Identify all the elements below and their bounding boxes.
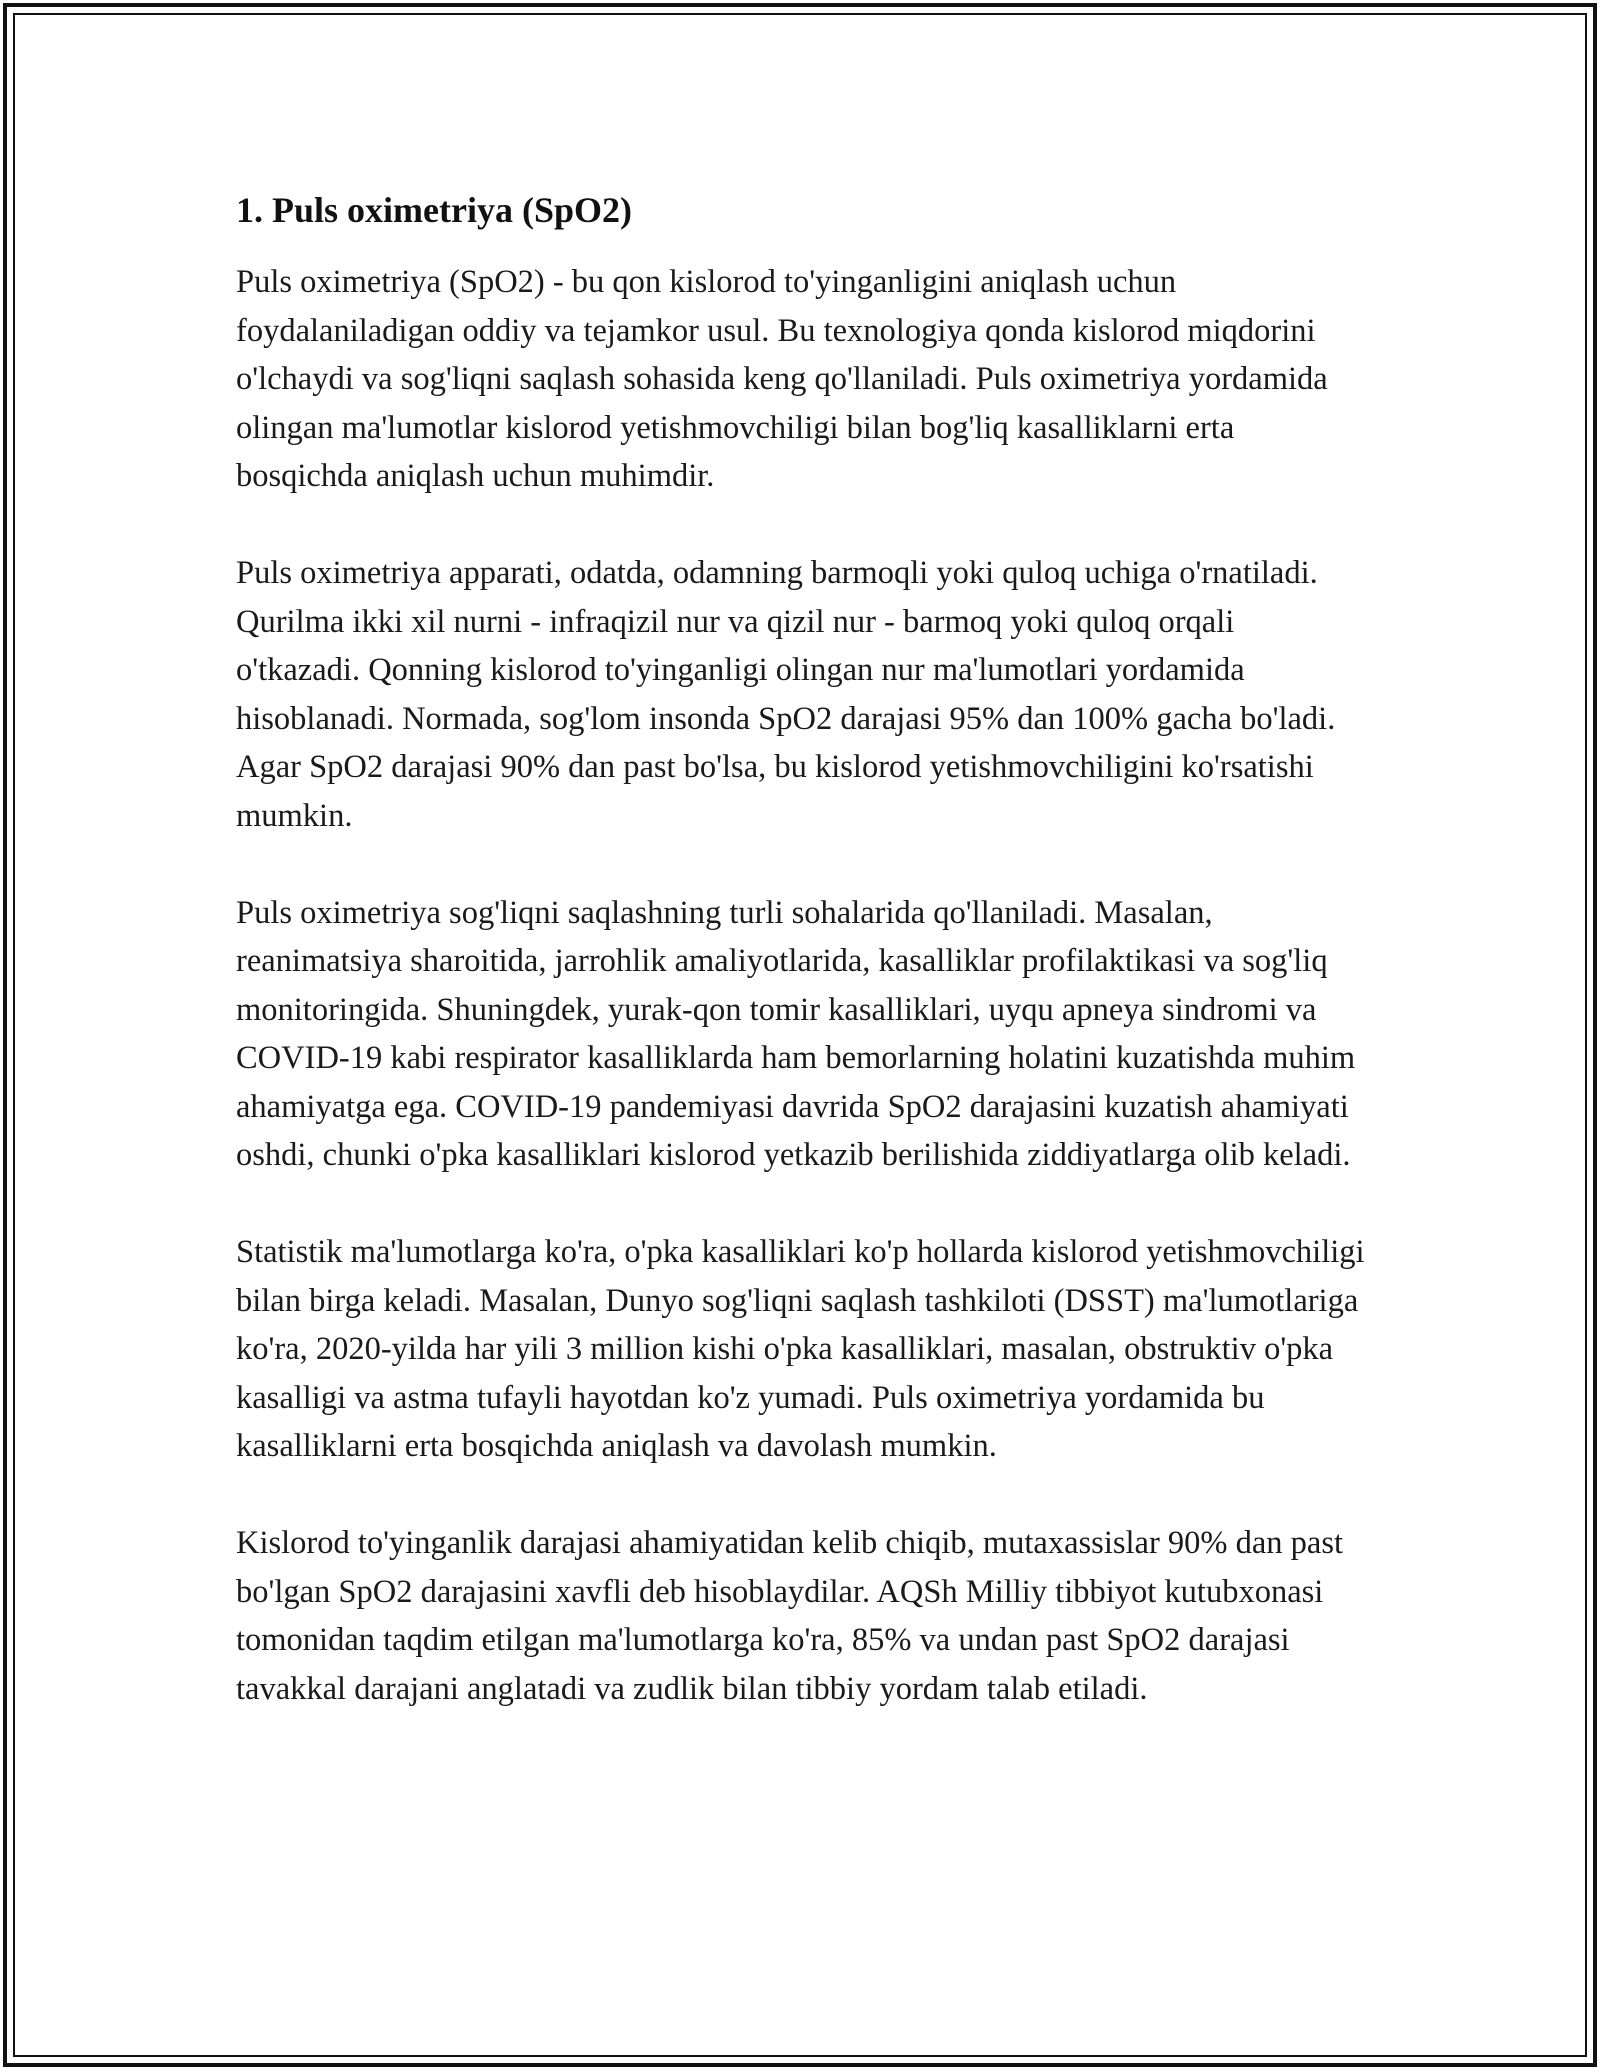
paragraph-applications: Puls oximetriya sog'liqni saqlashning turli sohalarida qo'llaniladi. Masalan, reanimatsiya sharoitida, jarrohlik amaliyotlarida, kasalliklar profilaktikasi va sog'liq monitoringida. Shuningdek, yurak-qon tomir kasalliklari, uyqu apneya sindromi va COVID-19 kabi respirator kasalliklarda ham bemorlarning holatini kuzatishda muhim ahamiyatga ega. COVID-19 pandemiyasi davrida SpO2 darajasini kuzatish ahamiyati oshdi, chunki o'pka kasalliklari kislorod yetkazib berilishida ziddiyatlarga olib keladi. bbox=[236, 894, 1356, 1173]
paragraph-statistics: Statistik ma'lumotlarga ko'ra, o'pka kasalliklari ko'p hollarda kislorod yetishmovchiligi bilan birga keladi. Masalan, Dunyo sog'liqni saqlash tashkiloti (DSST) ma'lumotlariga ko'ra, 2020-yilda har yili 3 million kishi o'pka kasalliklari, masalan, obstruktiv o'pka kasalligi va astma tufayli hayotdan ko'z yumadi. Puls oximetriya yordamida bu kasalliklarni erta bosqichda aniqlash va davolash mumkin. bbox=[236, 1234, 1365, 1464]
paragraph-device: Puls oximetriya apparati, odatda, odamning barmoqli yoki quloq uchiga o'rnatiladi. Qurilma ikki xil nurni - infraqizil nur va qizil nur - barmoq yoki quloq orqali o'tkazadi. Qonning kislorod to'yinganligi olingan nur ma'lumotlari yordamida hisoblanadi. Normada, sog'lom insonda SpO2 darajasi 95% dan 100% gacha bo'ladi. Agar SpO2 darajasi 90% dan past bo'lsa, bu kislorod yetishmovchiligini ko'rsatishi mumkin. bbox=[236, 555, 1336, 834]
paragraph-thresholds: Kislorod to'yinganlik darajasi ahamiyatidan kelib chiqib, mutaxassislar 90% dan past bo'lgan SpO2 darajasini xavfli deb hisoblaydilar. AQSh Milliy tibbiyot kutubxonasi tomonidan taqdim etilgan ma'lumotlarga ko'ra, 85% va undan past SpO2 darajasi tavakkal darajani anglatadi va zudlik bilan tibbiy yordam talab etiladi. bbox=[236, 1525, 1343, 1707]
paragraph-intro: Puls oximetriya (SpO2) - bu qon kislorod to'yinganligini aniqlash uchun foydalaniladigan oddiy va tejamkor usul. Bu texnologiya qonda kislorod miqdorini o'lchaydi va sog'liqni saqlash sohasida keng qo'llaniladi. Puls oximetriya yordamida olingan ma'lumotlar kislorod yetishmovchiligi bilan bog'liq kasalliklarni erta bosqichda aniqlash uchun muhimdir. bbox=[236, 264, 1328, 494]
document-body bbox=[236, 188, 1366, 1762]
section-heading: 1. Puls oximetriya (SpO2) bbox=[236, 190, 632, 230]
